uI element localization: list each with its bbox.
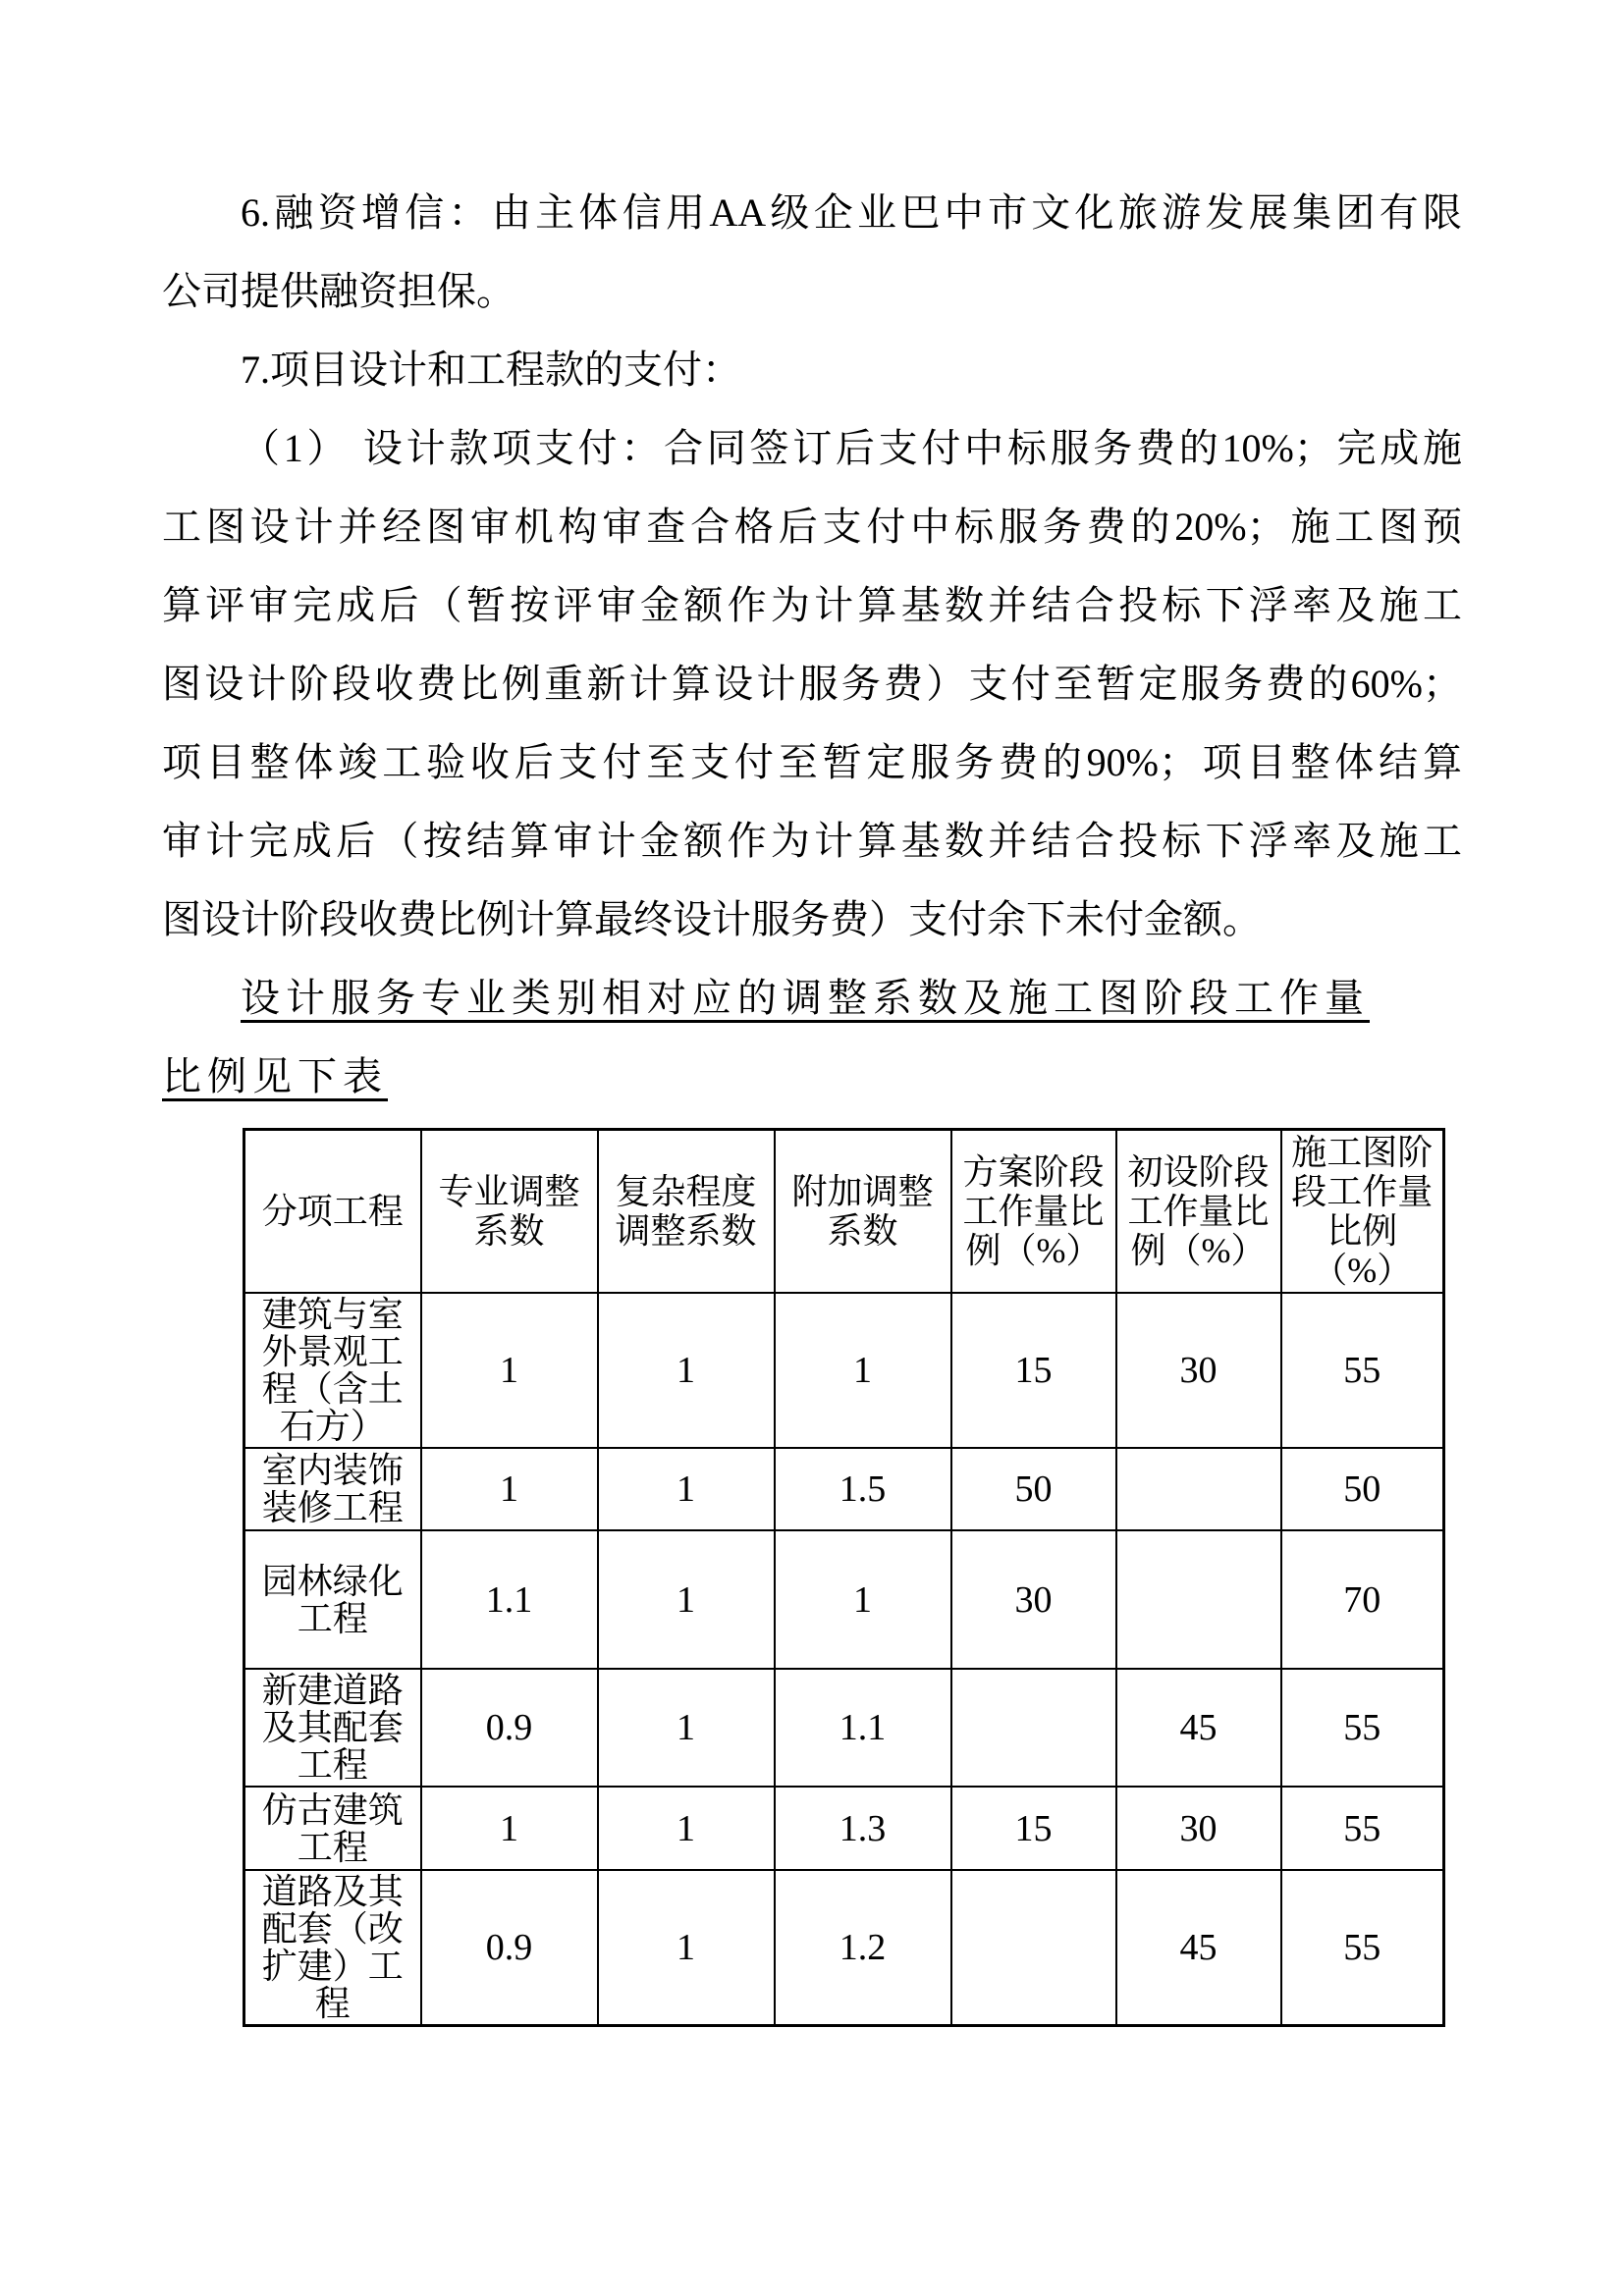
value-cell: [951, 1669, 1116, 1787]
value-cell: 45: [1116, 1669, 1281, 1787]
value-cell: 1: [421, 1293, 598, 1448]
value-cell: 55: [1281, 1870, 1444, 2026]
value-cell: 30: [951, 1530, 1116, 1669]
value-cell: 15: [951, 1787, 1116, 1870]
value-cell: 1: [598, 1669, 775, 1787]
value-cell: 55: [1281, 1669, 1444, 1787]
table-row: [244, 1293, 1444, 1448]
text-line: 6.融资增信：由主体信用AA级企业巴中市文化旅游发展集团有限: [241, 190, 1462, 235]
coefficient-table: [243, 1128, 1445, 2027]
header-cell-scheme-stage-ratio: 方案阶段工作量比例（%）: [951, 1130, 1116, 1294]
header-cell-professional-coef: 专业调整系数: [421, 1130, 598, 1294]
row-label-cell: 道路及其配套（改扩建）工程: [244, 1870, 421, 2026]
row-label-cell: 建筑与室外景观工程（含土石方）: [244, 1293, 421, 1448]
value-cell: 1: [775, 1530, 951, 1669]
header-cell-construction-stage-ratio: 施工图阶段工作量比例（%）: [1281, 1130, 1444, 1294]
paragraph-table-intro: [162, 959, 1462, 1116]
text-line: 审计完成后（按结算审计金额作为计算基数并结合投标下浮率及施工: [162, 819, 1462, 863]
text-line: 公司提供融资担保。: [162, 269, 515, 313]
value-cell: 1: [598, 1448, 775, 1530]
value-cell: 1.1: [421, 1530, 598, 1669]
value-cell: 55: [1281, 1787, 1444, 1870]
value-cell: 1.3: [775, 1787, 951, 1870]
text-line: [162, 1038, 1462, 1116]
value-cell: 1: [775, 1293, 951, 1448]
header-cell-preliminary-stage-ratio: 初设阶段工作量比例（%）: [1116, 1130, 1281, 1294]
underlined-text: 设计服务专业类别相对应的调整系数及施工图阶段工作量: [241, 976, 1370, 1020]
value-cell: 1: [421, 1448, 598, 1530]
value-cell: 50: [951, 1448, 1116, 1530]
value-cell: [1116, 1530, 1281, 1669]
value-cell: 50: [1281, 1448, 1444, 1530]
text-line: 图设计阶段收费比例计算最终设计服务费）支付余下未付金额。: [162, 897, 1262, 941]
table-row: [244, 1870, 1444, 2026]
table-row: [244, 1787, 1444, 1870]
paragraph-payment-heading: [162, 331, 1462, 409]
value-cell: 1.5: [775, 1448, 951, 1530]
text-line: [162, 959, 1462, 1038]
value-cell: 1: [598, 1870, 775, 2026]
row-label-cell: 新建道路及其配套工程: [244, 1669, 421, 1787]
table-row: [244, 1448, 1444, 1530]
text-line: 图设计阶段收费比例重新计算设计服务费）支付至暂定服务费的60%；: [162, 662, 1462, 706]
header-cell-additional-coef: 附加调整系数: [775, 1130, 951, 1294]
value-cell: 15: [951, 1293, 1116, 1448]
text-line: （1） 设计款项支付：合同签订后支付中标服务费的10%；完成施: [241, 426, 1462, 470]
value-cell: 30: [1116, 1787, 1281, 1870]
value-cell: 45: [1116, 1870, 1281, 2026]
value-cell: 1: [598, 1787, 775, 1870]
paragraph-financing-credit: [162, 174, 1462, 331]
row-label-cell: 仿古建筑工程: [244, 1787, 421, 1870]
value-cell: 55: [1281, 1293, 1444, 1448]
value-cell: [1116, 1448, 1281, 1530]
text-line: 7.项目设计和工程款的支付：: [241, 347, 741, 392]
header-cell-subproject: 分项工程: [244, 1130, 421, 1294]
value-cell: 1: [598, 1530, 775, 1669]
value-cell: 1: [421, 1787, 598, 1870]
paragraph-design-payment-terms: [162, 409, 1462, 959]
row-label-cell: 园林绿化工程: [244, 1530, 421, 1669]
header-cell-complexity-coef: 复杂程度调整系数: [598, 1130, 775, 1294]
table-header-row: [244, 1130, 1444, 1294]
text-line: 项目整体竣工验收后支付至支付至暂定服务费的90%；项目整体结算: [162, 740, 1462, 784]
value-cell: 1.1: [775, 1669, 951, 1787]
value-cell: 0.9: [421, 1870, 598, 2026]
text-line: 算评审完成后（暂按评审金额作为计算基数并结合投标下浮率及施工: [162, 583, 1462, 627]
value-cell: 1: [598, 1293, 775, 1448]
underlined-text: 比例见下表: [162, 1054, 388, 1098]
value-cell: 30: [1116, 1293, 1281, 1448]
table-row: [244, 1530, 1444, 1669]
value-cell: [951, 1870, 1116, 2026]
row-label-cell: 室内装饰装修工程: [244, 1448, 421, 1530]
value-cell: 0.9: [421, 1669, 598, 1787]
value-cell: 70: [1281, 1530, 1444, 1669]
table-row: [244, 1669, 1444, 1787]
value-cell: 1.2: [775, 1870, 951, 2026]
text-line: 工图设计并经图审机构审查合格后支付中标服务费的20%；施工图预: [162, 505, 1462, 549]
